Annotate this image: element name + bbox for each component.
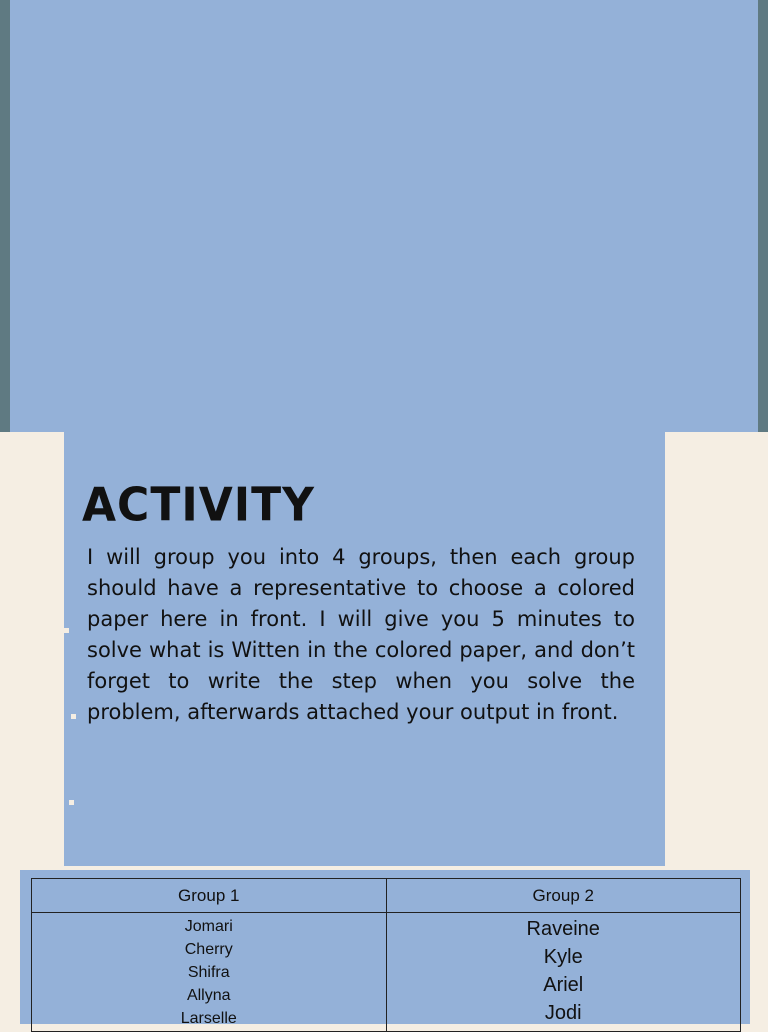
list-item: Cherry [184,941,233,958]
bullet-dot [71,714,76,719]
list-item: Larselle [180,1010,237,1027]
list-item: Allyna [186,987,231,1004]
bullet-dot [69,800,74,805]
left-margin [0,432,64,866]
group-1-members [32,913,387,1032]
group-2-header: Group 2 [386,879,741,913]
bullet-dot [64,628,69,633]
top-blue-panel [10,0,758,432]
list-item: Kyle [543,946,583,968]
table-row [32,913,741,1032]
slide-title: ACTIVITY [82,478,316,533]
list-item: Jodi [544,1002,582,1024]
list-item: Ariel [543,974,584,996]
group-1-header: Group 1 [32,879,387,913]
list-item: Shifra [187,964,230,981]
groups-table [31,878,741,1032]
right-margin [665,432,768,866]
activity-slide [64,432,665,866]
list-item: Jomari [184,918,233,935]
list-item: Raveine [526,918,600,940]
group-2-members [386,913,741,1032]
slide-instructions: I will group you into 4 groups, then each group should have a representative to choose a colored paper here in front. I will give you 5 minutes to solve what is Witten in the colored paper, and don’t forget to write the step when you solve the problem, afterwards attached your output in front. [87,545,635,724]
